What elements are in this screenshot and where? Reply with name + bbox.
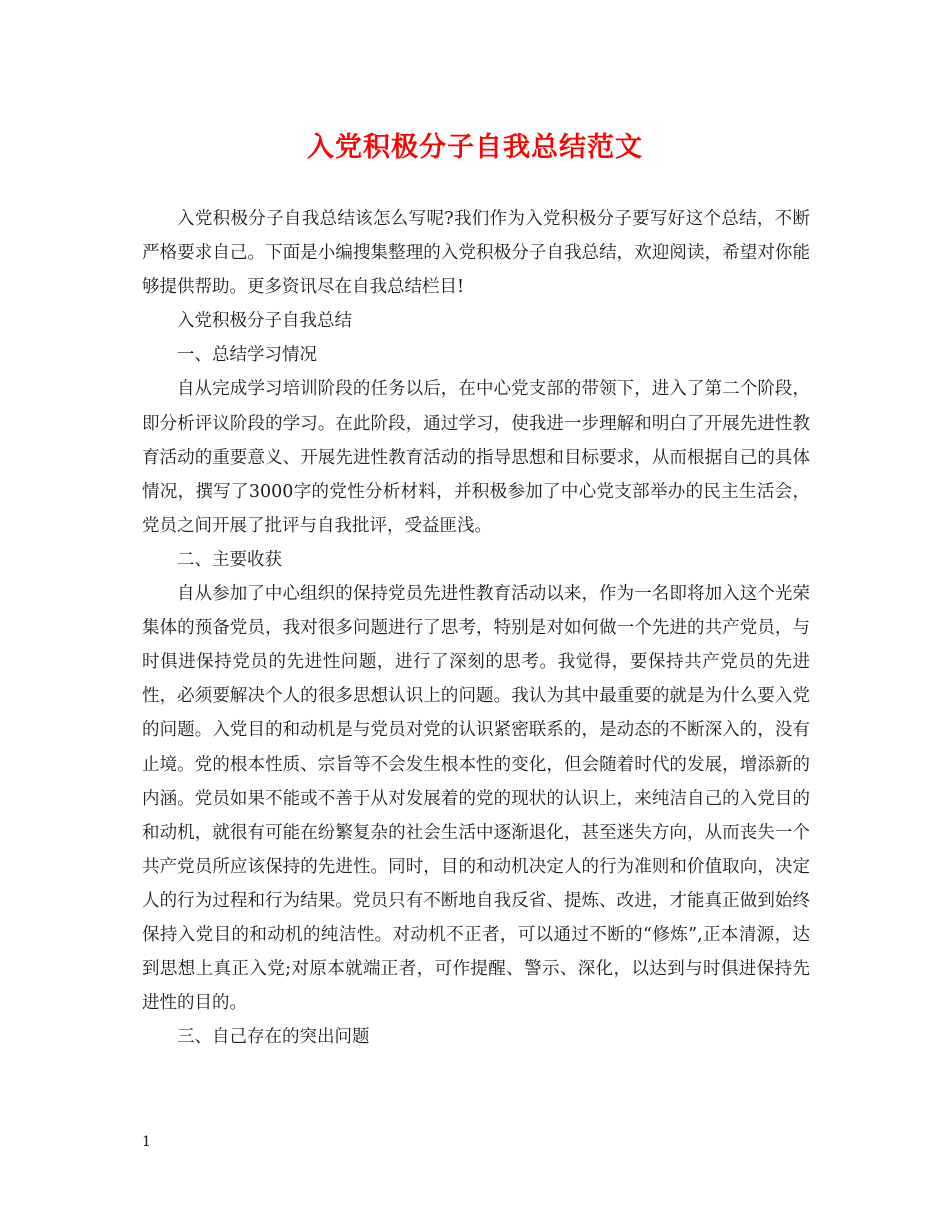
- section-heading-study: 一、总结学习情况: [177, 345, 317, 366]
- gains-paragraph: 自从参加了中心组织的保持党员先进性教育活动以来，作为一名即将加入这个光荣集体的预备党员，我对很多问题进行了思考，特别是对如何做一个先进的共产党员，与时俱进保持党员的先进性问题，进行了深刻的思考。我觉得，要保持共产党员的先进性，必须要解决个人的很多思想认识上的问题。我认为其中最重要的就是为什么要入党的问题。入党目的和动机是与党员对党的认识紧密联系的，是动态的不断深入的，没有止境。党的根本性质、宗旨等不会发生根本性的变化，但会随着时代的发展，增添新的内涵。党员如果不能或不善于从对发展着的党的现状的认识上，来纯洁自己的入党目的和动机，就很有可能在纷繁复杂的社会生活中逐渐退化，甚至迷失方向，从而丧失一个共产党员所应该保持的先进性。同时，目的和动机决定人的行为准则和价值取向，决定人的行为过程和行为结果。党员只有不断地自我反省、提炼、改进，才能真正做到始终保持入党目的和动机的纯洁性。对动机不正者，可以通过不断的“修炼”,正本清源，达到思想上真正入党;对原本就端正者，可作提醒、警示、深化，以达到与时俱进保持先进性的目的。: [142, 584, 810, 1014]
- study-paragraph: 自从完成学习培训阶段的任务以后，在中心党支部的带领下，进入了第二个阶段，即分析评议阶段的学习。在此阶段，通过学习，使我进一步理解和明白了开展先进性教育活动的重要意义、开展先进性教育活动的指导思想和目标要求，从而根据自己的具体情况，撰写了3000字的党性分析材料，并积极参加了中心党支部举办的民主生活会，党员之间开展了批评与自我批评，受益匪浅。: [142, 379, 810, 536]
- intro-paragraph: 入党积极分子自我总结该怎么写呢?我们作为入党积极分子要写好这个总结，不断严格要求自己。下面是小编搜集整理的入党积极分子自我总结，欢迎阅读，希望对你能够提供帮助。更多资讯尽在自我总结栏目!: [142, 209, 810, 298]
- document-body: [142, 202, 810, 1054]
- section-heading-problems: 三、自己存在的突出问题: [177, 1027, 370, 1048]
- page-number: 1: [142, 1134, 151, 1150]
- section-heading: 入党积极分子自我总结: [177, 311, 352, 332]
- section-heading-gains: 二、主要收获: [177, 549, 282, 570]
- document-title: 入党积极分子自我总结范文: [307, 132, 643, 163]
